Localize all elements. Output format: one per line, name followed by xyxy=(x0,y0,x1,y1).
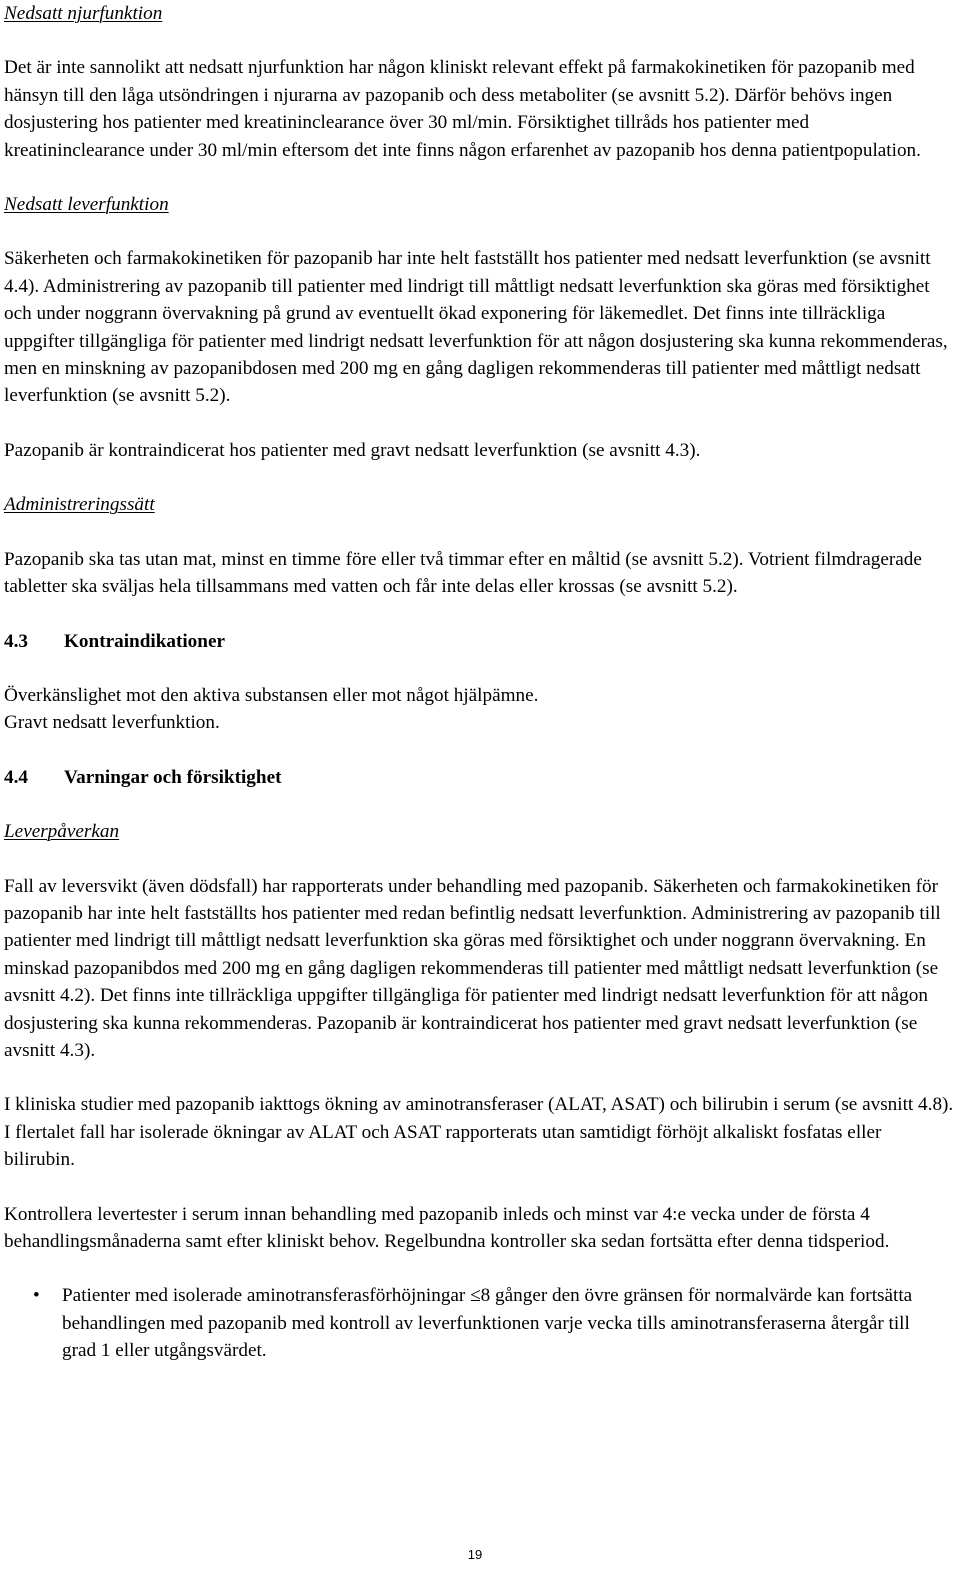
page-number: 19 xyxy=(467,1547,483,1562)
section-number: 4.4 xyxy=(4,766,28,788)
bullet-text: Patienter med isolerade aminotransferasförhöjningar ≤8 gånger den övre gränsen för normalvärde kan fortsätta behandlingen med pazopanib med kontroll av leverfunktionen varje vecka tills aminotransferaserna återgår till grad 1 eller utgångsvärdet. xyxy=(62,1285,913,1362)
list-item xyxy=(4,1282,954,1364)
hepatic-paragraph-2: Pazopanib är kontraindicerat hos patienter med gravt nedsatt leverfunktion (se avsnitt 4.3). xyxy=(4,439,701,461)
renal-impairment-heading: Nedsatt njurfunktion xyxy=(4,3,163,24)
contraindication-line-1: Överkänslighet mot den aktiva substansen eller mot något hjälpämne. xyxy=(4,684,539,706)
document-page xyxy=(4,0,954,1365)
contraindication-line-2: Gravt nedsatt leverfunktion. xyxy=(4,712,220,734)
section-title: Varningar och försiktighet xyxy=(64,766,282,788)
section-heading-contraindications xyxy=(4,628,954,655)
warnings-paragraph-2: I kliniska studier med pazopanib iakttogs ökning av aminotransferaser (ALAT, ASAT) och bilirubin i serum (se avsnitt 4.8). I flertalet fall har isolerade ökningar av ALAT och ASAT rapporterats utan samtidigt förhöjt alkaliskt fosfatas eller bilirubin. xyxy=(4,1094,954,1171)
section-title: Kontraindikationer xyxy=(64,630,225,652)
administration-heading: Administreringssätt xyxy=(4,494,155,516)
warnings-paragraph-1: Fall av leversvikt (även dödsfall) har rapporterats under behandling med pazopanib. Säkerheten och farmakokinetiken för pazopanib har inte helt fastställts hos patienter med redan befintlig nedsatt leverfunktion. Administrering av pazopanib till patienter med lindrigt till måttligt nedsatt leverfunktion ska göras med försiktighet och under noggrann övervakning. En minskad pazopanibdos med 200 mg en gång dagligen rekommenderas till patienter med måttligt nedsatt leverfunktion (se avsnitt 4.2). Det finns inte tillräckliga uppgifter tillgängliga för patienter med lindrigt nedsatt leverfunktion för att någon dosjustering ska kunna rekommenderas. Pazopanib är kontraindicerat hos patienter med gravt nedsatt leverfunktion (se avsnitt 4.3). xyxy=(4,875,941,1061)
hepatic-paragraph-1: Säkerheten och farmakokinetiken för pazopanib har inte helt fastställt hos patienter med nedsatt leverfunktion (se avsnitt 4.4). Administrering av pazopanib till patienter med lindrigt till måttligt nedsatt leverfunktion ska göras med försiktighet och under noggrann övervakning på grund av eventuellt ökad exponering för läkemedlet. Det finns inte tillräckliga uppgifter tillgängliga för patienter med lindrigt nedsatt leverfunktion för att någon dosjustering ska kunna rekommenderas, men en minskning av pazopanibdosen med 200 mg en gång dagligen rekommenderas till patienter med måttligt nedsatt leverfunktion (se avsnitt 5.2). xyxy=(4,248,948,407)
warnings-paragraph-3: Kontrollera levertester i serum innan behandling med pazopanib inleds och minst var 4:e vecka under de första 4 behandlingsmånaderna samt efter kliniskt behov. Regelbundna kontroller ska sedan fortsätta efter denna tidsperiod. xyxy=(4,1203,890,1252)
bullet-icon: • xyxy=(33,1285,40,1307)
hepatic-impairment-heading: Nedsatt leverfunktion xyxy=(4,194,169,216)
section-number: 4.3 xyxy=(4,630,28,652)
administration-paragraph: Pazopanib ska tas utan mat, minst en timme före eller två timmar efter en måltid (se avsnitt 5.2). Votrient filmdragerade tabletter ska sväljas hela tillsammans med vatten och får inte delas eller krossas (se avsnitt 5.2). xyxy=(4,548,922,598)
renal-paragraph: Det är inte sannolikt att nedsatt njurfunktion har någon kliniskt relevant effekt på farmakokinetiken för pazopanib med hänsyn till den låga utsöndringen i njurarna av pazopanib och dess metaboliter (se avsnitt 5.2). Därför behövs ingen dosjustering hos patienter med kreatininclearance över 30 ml/min. Försiktighet tillråds hos patienter med kreatininclearance under 30 ml/min eftersom det inte finns någon erfarenhet av pazopanib hos denna patientpopulation. xyxy=(4,57,921,161)
liver-effects-heading: Leverpåverkan xyxy=(4,821,120,843)
section-heading-warnings xyxy=(4,764,954,791)
